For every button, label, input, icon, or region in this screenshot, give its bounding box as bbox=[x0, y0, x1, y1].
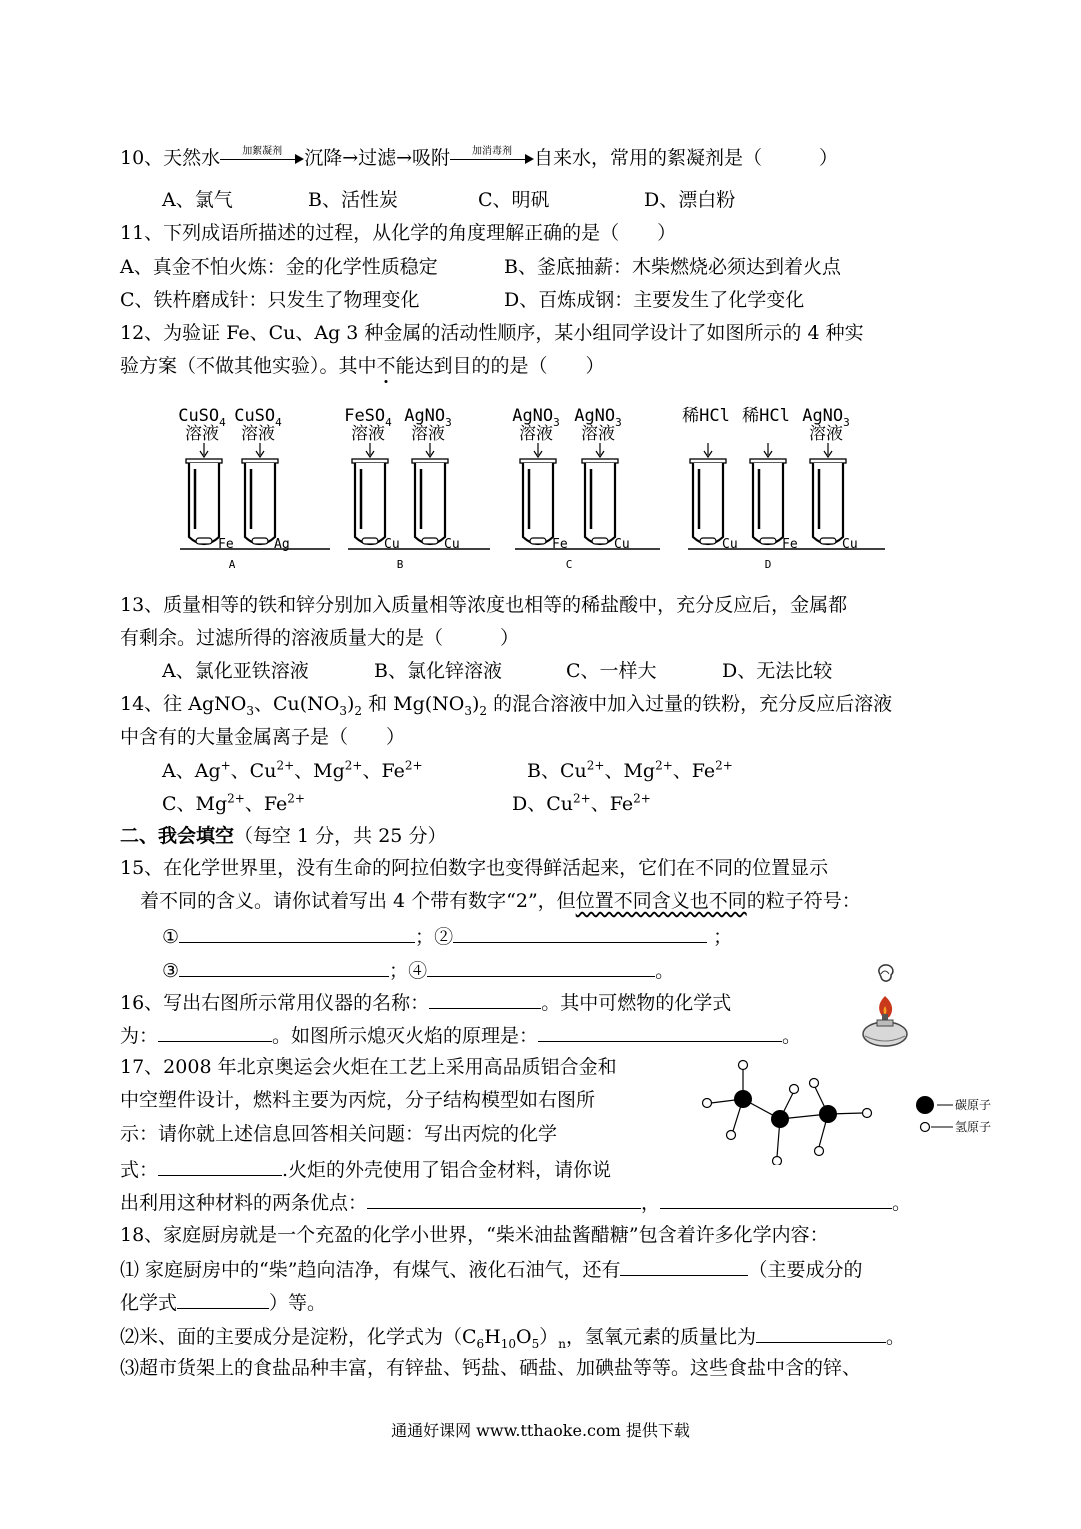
answer-blank-4[interactable] bbox=[427, 956, 655, 977]
reagent-formula: AgNO$_3$ bbox=[404, 406, 452, 429]
q15-blanks-34: ③ ；④ 。 bbox=[162, 956, 674, 984]
reagent-label: 溶液 bbox=[241, 424, 275, 444]
tube-group-d bbox=[682, 406, 885, 571]
test-tube bbox=[234, 406, 289, 552]
reagent-label: 溶液 bbox=[351, 424, 385, 444]
metal-label: Cu bbox=[614, 537, 630, 552]
option-d: D、无法比较 bbox=[722, 660, 833, 682]
metal-label: Cu bbox=[444, 537, 460, 552]
test-tube-diagram bbox=[160, 405, 900, 575]
option-c: C、明矾 bbox=[478, 189, 550, 211]
answer-blank-mass-ratio[interactable] bbox=[756, 1322, 886, 1343]
group-label: C bbox=[565, 558, 573, 571]
answer-blank-instrument[interactable] bbox=[429, 988, 541, 1009]
q17-line1: 17、2008 年北京奥运会火炬在工艺上采用高品质铝合金和 bbox=[120, 1056, 617, 1078]
answer-blank-fuel-formula[interactable] bbox=[177, 1288, 269, 1309]
option-b: B、活性炭 bbox=[308, 189, 398, 211]
option-a: A、氯化亚铁溶液 bbox=[162, 660, 309, 682]
metal-label: Cu bbox=[384, 537, 400, 552]
q15-stem-line2: 着不同的含义。请你试着写出 4 个带有数字“2”，但位置不同含义也不同的粒子符号： bbox=[140, 890, 861, 912]
group-label: B bbox=[396, 558, 404, 571]
tube-group-c bbox=[512, 406, 660, 571]
option-c: C、铁杵磨成针：只发生了物理变化 bbox=[120, 289, 420, 311]
test-tube bbox=[512, 406, 568, 552]
q14-option-c: C、$Mg^{2+}$、$Fe^{2+}$ bbox=[162, 791, 305, 815]
q17-line3: 示：请你就上述信息回答相关问题：写出丙烷的化学 bbox=[120, 1123, 558, 1145]
option-c: C、一样大 bbox=[566, 660, 657, 682]
option-b: B、氯化锌溶液 bbox=[374, 660, 502, 682]
test-tube bbox=[404, 406, 459, 552]
answer-blank-advantage-1[interactable] bbox=[367, 1188, 641, 1209]
q14-stem-line1: 14、往 AgNO$_3$、$Cu(NO_3)_2$ 和 $Mg(NO_3)_2$ 的混合溶液中加入过量的铁粉，充分反应后溶液 bbox=[120, 693, 893, 718]
q16-line1: 16、写出右图所示常用仪器的名称： 。其中可燃物的化学式 bbox=[120, 988, 731, 1016]
test-tube bbox=[682, 406, 738, 552]
q13-options bbox=[162, 658, 832, 684]
answer-blank-2[interactable] bbox=[453, 922, 707, 943]
option-d: D、百炼成钢：主要发生了化学变化 bbox=[504, 289, 805, 311]
answer-blank-propane-formula[interactable] bbox=[158, 1155, 282, 1176]
q15-stem-line1: 15、在化学世界里，没有生命的阿拉伯数字也变得鲜活起来，它们在不同的位置显示 bbox=[120, 857, 829, 879]
q17-line2: 中空塑件设计，燃料主要为丙烷，分子结构模型如右图所 bbox=[120, 1089, 596, 1111]
q10-stem: 10、天然水 加絮凝剂 沉降→过滤→吸附 加消毒剂 自来水，常用的絮凝剂是（ ） bbox=[120, 146, 839, 169]
option-d: D、漂白粉 bbox=[644, 189, 736, 211]
group-label: A bbox=[228, 558, 236, 571]
q13-stem-line2: 有剩余。过滤所得的溶液质量大的是（ ） bbox=[120, 627, 520, 649]
q18-line3: 化学式 ）等。 bbox=[120, 1288, 326, 1316]
q18-line5: ⑶超市货架上的食盐品种丰富，有锌盐、钙盐、硒盐、加碘盐等等。这些食盐中含的锌、 bbox=[120, 1357, 862, 1379]
test-tube bbox=[742, 406, 798, 552]
metal-label: Ag bbox=[274, 537, 290, 552]
q12-stem-line1: 12、为验证 Fe、Cu、Ag 3 种金属的活动性顺序，某小组同学设计了如图所示的 4 种实 bbox=[120, 322, 864, 344]
propane-molecule-model bbox=[695, 1055, 1015, 1165]
q17-line4: 式： .火炬的外壳使用了铝合金材料，请你说 bbox=[120, 1155, 611, 1183]
option-a: A、氯气 bbox=[162, 189, 233, 211]
test-tube bbox=[178, 406, 234, 552]
q16-line2: 为： 。如图所示熄灭火焰的原理是： 。 bbox=[120, 1021, 801, 1049]
answer-blank-3[interactable] bbox=[179, 956, 389, 977]
reagent-formula: AgNO$_3$ bbox=[802, 406, 850, 429]
answer-blank-principle[interactable] bbox=[538, 1021, 782, 1042]
reaction-arrow-icon: 加消毒剂 bbox=[450, 149, 534, 169]
test-tube bbox=[574, 406, 629, 552]
reagent-formula: CuSO$_4$ bbox=[234, 406, 282, 429]
tube-group-a bbox=[178, 406, 330, 571]
q10-options bbox=[162, 187, 735, 213]
q15-blanks-12: ① ；② ； bbox=[162, 922, 732, 950]
metal-label: Fe bbox=[218, 537, 234, 552]
reagent-label: 溶液 bbox=[185, 424, 219, 444]
reagent-formula: AgNO$_3$ bbox=[574, 406, 622, 429]
reagent-formula: 稀HCl bbox=[682, 406, 730, 426]
answer-blank-advantage-2[interactable] bbox=[660, 1188, 892, 1209]
legend-carbon-label: 碳原子 bbox=[955, 1098, 992, 1112]
q11-stem: 11、下列成语所描述的过程，从化学的角度理解正确的是（ ） bbox=[120, 222, 677, 244]
answer-blank-fuel[interactable] bbox=[620, 1255, 748, 1276]
option-a: A、真金不怕火炼：金的化学性质稳定 bbox=[120, 256, 438, 278]
q18-line2: ⑴ 家庭厨房中的“柴”趋向洁净，有煤气、液化石油气，还有 （主要成分的 bbox=[120, 1255, 862, 1283]
test-tube bbox=[344, 406, 399, 552]
q11-options-cd bbox=[120, 287, 804, 313]
reagent-formula: CuSO$_4$ bbox=[178, 406, 226, 429]
reagent-formula: FeSO$_4$ bbox=[344, 406, 392, 429]
option-b: B、釜底抽薪：木柴燃烧必须达到着火点 bbox=[504, 256, 841, 278]
answer-blank-1[interactable] bbox=[179, 922, 415, 943]
reagent-label: 溶液 bbox=[519, 424, 553, 444]
metal-label: Fe bbox=[552, 537, 568, 552]
metal-label: Cu bbox=[842, 537, 858, 552]
reagent-formula: AgNO$_3$ bbox=[512, 406, 560, 429]
reagent-label: 溶液 bbox=[809, 424, 843, 444]
q17-line5: 出利用这种材料的两条优点： ， 。 bbox=[120, 1188, 911, 1216]
metal-label: Fe bbox=[782, 537, 798, 552]
alcohol-lamp-icon bbox=[855, 962, 925, 1052]
reagent-formula: 稀HCl bbox=[742, 406, 790, 426]
q14-option-a: A、Ag+、$Cu^{2+}$、$Mg^{2+}$、$Fe^{2+}$ bbox=[162, 758, 423, 782]
section-heading: 二、我会填空（每空 1 分，共 25 分） bbox=[120, 825, 447, 847]
q18-line1: 18、家庭厨房就是一个充盈的化学小世界，“柴米油盐酱醋糖”包含着许多化学内容： bbox=[120, 1224, 829, 1246]
q11-options-ab bbox=[120, 254, 841, 280]
q12-stem-line2: 验方案（不做其他实验）。其中不能达到目的的是（ ） bbox=[120, 355, 605, 377]
test-tube bbox=[802, 406, 857, 552]
tube-group-b bbox=[344, 406, 490, 571]
q18-line4: ⑵米、面的主要成分是淀粉，化学式为$(C_6H_{10}O_5)_n$，氢氧元素的质量比为 。 bbox=[120, 1322, 905, 1350]
reagent-label: 溶液 bbox=[411, 424, 445, 444]
q14-option-d: D、$Cu^{2+}$、$Fe^{2+}$ bbox=[512, 791, 651, 815]
legend-hydrogen-label: 氢原子 bbox=[955, 1120, 992, 1134]
answer-blank-formula[interactable] bbox=[158, 1021, 272, 1042]
q13-stem-line1: 13、质量相等的铁和锌分别加入质量相等浓度也相等的稀盐酸中，充分反应后，金属都 bbox=[120, 594, 848, 616]
q14-stem-line2: 中含有的大量金属离子是（ ） bbox=[120, 726, 406, 748]
reagent-label: 溶液 bbox=[581, 424, 615, 444]
reaction-arrow-icon: 加絮凝剂 bbox=[220, 149, 304, 169]
q14-option-b: B、$Cu^{2+}$、$Mg^{2+}$、$Fe^{2+}$ bbox=[527, 758, 733, 782]
page-footer: 通通好课网 www.tthaoke.com 提供下载 bbox=[391, 1421, 690, 1440]
metal-label: Cu bbox=[722, 537, 738, 552]
group-label: D bbox=[764, 558, 772, 571]
